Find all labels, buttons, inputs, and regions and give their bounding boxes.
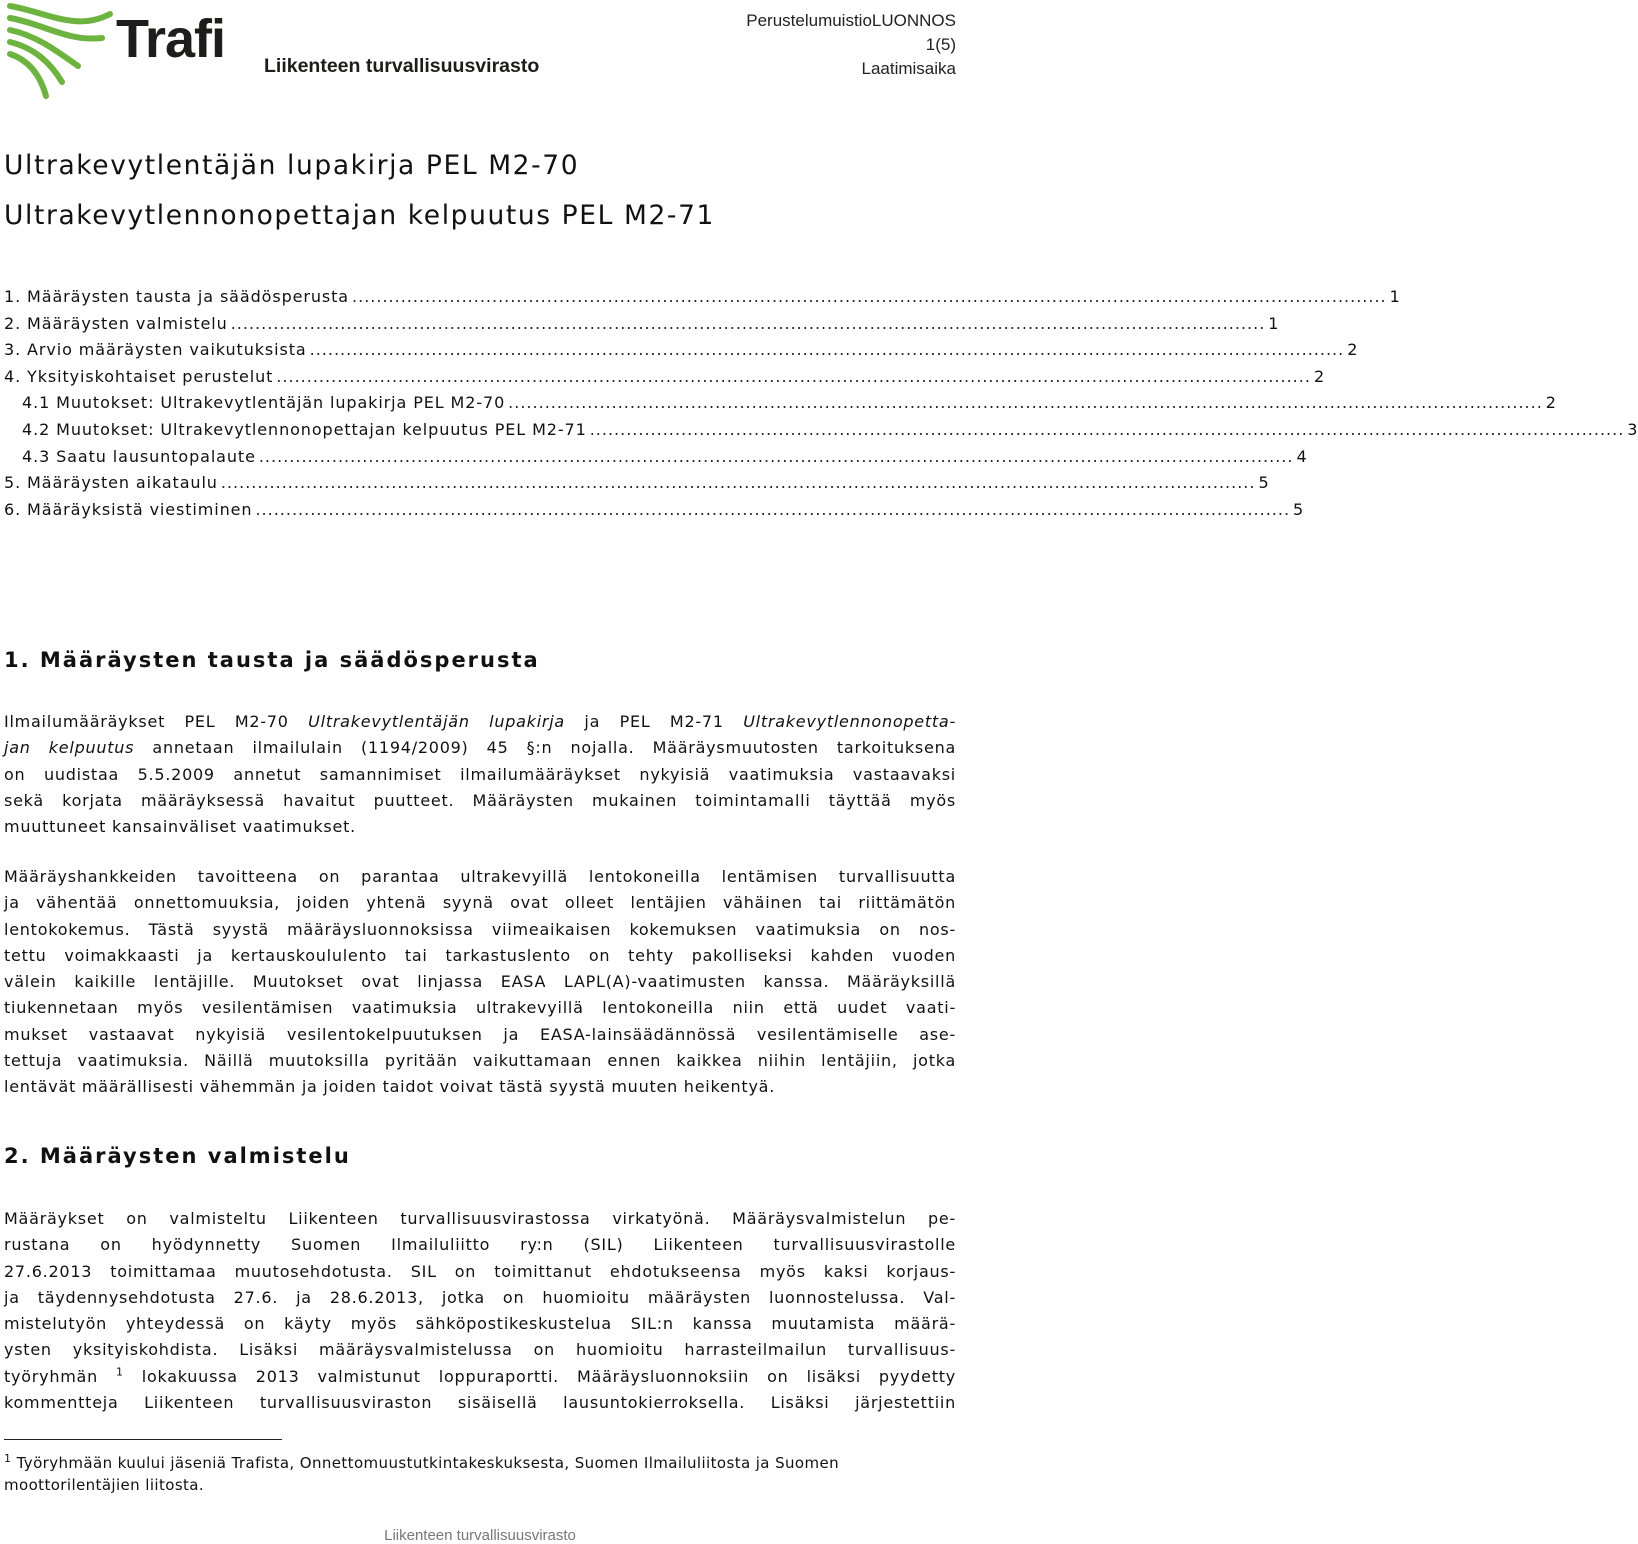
toc-leader: .......................................................................................................................................................................... [276,366,1311,386]
document-header-meta [746,9,956,81]
toc-leader: .......................................................................................................................................................................... [258,446,1294,466]
section-1-heading: 1. Määräysten tausta ja säädösperusta [4,648,540,672]
footnote-reference[interactable]: 1 [116,1365,124,1379]
regulation-title: Ultrakevytlentäjän lupakirja [308,712,565,731]
table-of-contents [4,284,1638,523]
text-line: kommentteja Liikenteen turvallisuusviraston sisäisellä lausuntokierroksella. Lisäksi järjestettiin [4,1393,956,1413]
toc-leader: .......................................................................................................................................................................... [508,393,1543,413]
text-line: ja vähentää onnettomuuksia, joiden yhtenä syynä ovat olleet lentäjien vähäinen tai riittämätön [4,893,956,913]
toc-entry[interactable] [4,444,1308,471]
document-title-2: Ultrakevytlennonopettajan kelpuutus PEL M2-71 [4,200,716,231]
toc-leader: .......................................................................................................................................................................... [255,499,1291,519]
text-line: tiukennetaan myös vesilentämisen vaatimuksia ultrakevyillä lentokoneilla niin että uudet vaati- [4,998,956,1018]
section-1-paragraph-1 [4,709,956,840]
toc-entry-page: 1 [1268,313,1280,333]
toc-entry[interactable] [4,284,1401,311]
toc-entry[interactable] [4,390,1557,417]
footnote-marker: 1 [4,1452,12,1465]
toc-leader: .......................................................................................................................................................................... [230,313,1266,333]
text-line: rustana on hyödynnetty Suomen Ilmailuliitto ry:n (SIL) Liikenteen turvallisuusvirastolle [4,1235,956,1255]
toc-entry-text: 2. Määräysten valmistelu [4,313,228,333]
toc-entry[interactable] [4,470,1270,497]
page-footer: Liikenteen turvallisuusvirasto [384,1527,576,1544]
toc-leader: .......................................................................................................................................................................... [220,473,1256,493]
toc-entry-text: 6. Määräyksistä viestiminen [4,499,253,519]
toc-entry-text: 1. Määräysten tausta ja säädösperusta [4,287,350,306]
trafi-swoosh-icon [6,2,116,102]
text-line: sekä korjata määräyksessä havaitut puutteet. Määräysten mukainen toimintamalli täyttää myös [4,790,956,810]
toc-entry-text: 5. Määräysten aikataulu [4,473,218,493]
toc-entry-page: 2 [1545,393,1557,413]
text-line: välein kaikille lentäjille. Muutokset ovat linjassa EASA LAPL(A)-vaatimusten kanssa. Määräyksillä [4,972,956,992]
toc-entry-page: 1 [1389,287,1401,306]
doc-type: PerustelumuistioLUONNOS [746,11,956,30]
page-number: 1(5) [925,35,956,54]
toc-entry-text: 4. Yksityiskohtaiset perustelut [4,366,274,386]
toc-entry-page: 5 [1293,499,1305,519]
toc-entry-text: 4.1 Muutokset: Ultrakevytlentäjän lupakirja PEL M2-70 [22,393,506,413]
text-line: ysten yksityiskohdista. Lisäksi määräysvalmistelussa on huomioitu harrasteilmailun turvallisuus- [4,1340,956,1360]
toc-entry-text: 4.2 Muutokset: Ultrakevytlennonopettajan kelpuutus PEL M2-71 [22,419,587,439]
text-line: mukset vastaavat nykyisiä vesilentokelpuutuksen ja EASA-lainsäädännössä vesilentämiselle ase- [4,1024,956,1044]
footnote-text: Työryhmään kuului jäseniä Trafista, Onnettomuustutkintakeskuksesta, Suomen Ilmailuliitosta ja Suomen moottorilentäjien liitosta. [4,1454,840,1494]
text-line: mistelutyön yhteydessä on käyty myös sähköpostikeskustelua SIL:n kanssa muutamista määrä- [4,1314,956,1334]
text-line: ja täydennysehdotusta 27.6. ja 28.6.2013, jotka on huomioitu määräysten luonnostelussa. Val- [4,1287,956,1307]
toc-entry-page: 5 [1258,473,1270,493]
logo-wordmark: Trafi [116,9,226,69]
text-run: ja PEL M2-71 [564,712,744,731]
text-line: 27.6.2013 toimittamaa muutosehdotusta. SIL on toimittanut ehdotukseensa myös kaksi korjaus- [4,1261,956,1281]
text-line: on uudistaa 5.5.2009 annetut samannimiset ilmailumääräykset nykyisiä vaatimuksia vastaavaksi [4,764,956,784]
text-line [4,735,956,761]
toc-entry[interactable] [4,417,1638,444]
regulation-title: jan kelpuutus [4,738,135,758]
text-line: muuttuneet kansainväliset vaatimukset. [4,817,356,837]
text-run: lokakuussa 2013 valmistunut loppuraportti. Määräysluonnoksiin on lisäksi pyydetty [123,1366,956,1386]
text-run: annetaan ilmailulain (1194/2009) 45 §:n nojalla. Määräysmuutosten tarkoituksena [134,738,957,758]
toc-entry-page: 2 [1347,340,1359,360]
logo-subtitle: Liikenteen turvallisuusvirasto [264,55,540,77]
toc-entry[interactable] [4,337,1359,364]
regulation-title: Ultrakevytlennonopetta- [743,712,956,731]
toc-entry-text: 3. Arvio määräysten vaikutuksista [4,340,307,360]
text-run: Ilmailumääräykset PEL M2-70 [4,712,309,731]
toc-leader: .......................................................................................................................................................................... [309,340,1345,360]
section-2-heading: 2. Määräysten valmistelu [4,1144,351,1168]
text-run: työryhmän [4,1366,116,1386]
toc-entry[interactable] [4,364,1326,391]
text-line [4,1364,956,1390]
toc-entry[interactable] [4,497,1305,524]
text-line: lentokokemus. Tästä syystä määräysluonnoksissa viimeaikaisen kokemuksen vaatimuksia on nos- [4,919,956,939]
toc-entry-text: 4.3 Saatu lausuntopalaute [22,446,256,466]
document-title-1: Ultrakevytlentäjän lupakirja PEL M2-70 [4,150,580,181]
footnote-divider [4,1439,282,1440]
toc-entry[interactable] [4,311,1280,338]
toc-entry-page: 4 [1296,446,1308,466]
footnote [4,1452,944,1496]
toc-leader: .......................................................................................................................................................................... [589,419,1625,439]
toc-leader: .......................................................................................................................................................................... [352,287,1387,306]
toc-entry-page: 2 [1313,366,1326,386]
text-line: Määräykset on valmisteltu Liikenteen turvallisuusvirastossa virkatyönä. Määräysvalmistelun pe- [4,1209,956,1228]
trafi-logo [6,2,540,102]
text-line [4,709,956,735]
section-1-paragraph-2 [4,864,956,1101]
text-line: lentävät määrällisesti vähemmän ja joiden taidot voivat tästä syystä muuten heikentyä. [4,1077,776,1097]
text-line: tettuja vaatimuksia. Näillä muutoksilla pyritään vaikuttamaan ennen kaikkea niihin lentäjiin, jotka [4,1051,956,1071]
toc-entry-page: 3 [1627,419,1638,439]
section-2-paragraph [4,1206,956,1416]
date-label: Laatimisaika [861,59,956,78]
text-line: Määräyshankkeiden tavoitteena on parantaa ultrakevyillä lentokoneilla lentämisen turvallisuutta [4,867,956,886]
text-line: tettu voimakkaasti ja kertauskoululento tai tarkastuslento on tehty pakolliseksi kahden vuoden [4,945,956,965]
